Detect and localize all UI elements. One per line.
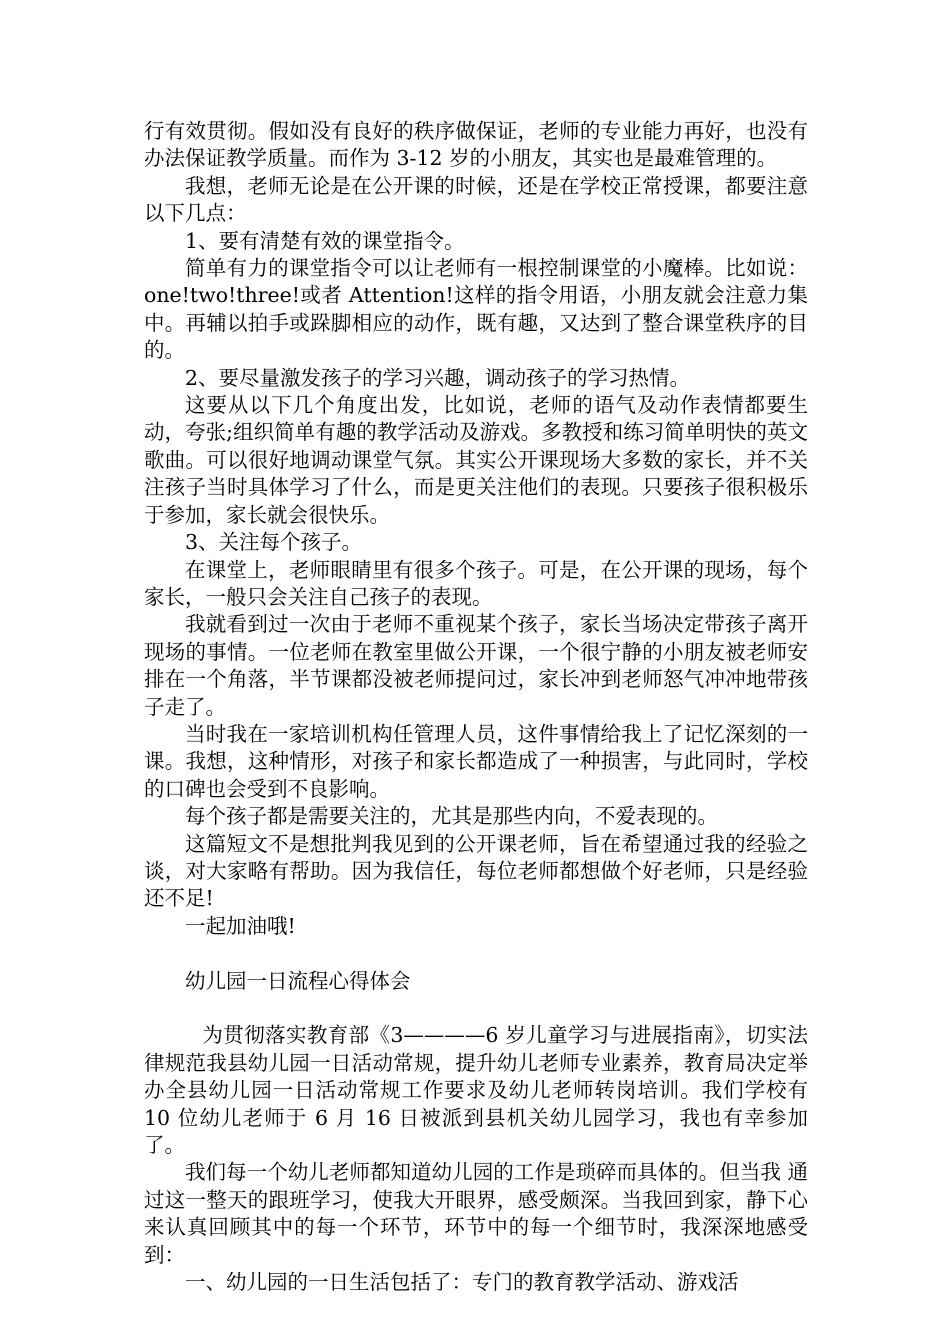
paragraph: 当时我在一家培训机构任管理人员，这件事情给我上了记忆深刻的一课。我想，这种情形，对孩子和家长都造成了一种损害，与此同时，学校的口碑也会受到不良影响。 — [144, 721, 808, 801]
paragraph: 我们每一个幼儿老师都知道幼儿园的工作是琐碎而具体的。但当我 通过这一整天的跟班学习，使我大开眼界，感受颇深。当我回到家，静下心来认真回顾其中的每一个环节，环节中的每一个细节时，我深深地感受到： — [144, 1160, 808, 1267]
paragraph: 每个孩子都是需要关注的，尤其是那些内向，不爱表现的。 — [185, 804, 718, 829]
paragraph: 在课堂上，老师眼睛里有很多个孩子。可是，在公开课的现场，每个家长，一般只会关注自己孩子的表现。 — [144, 557, 808, 609]
list-heading: 2、要尽量激发孩子的学习兴趣，调动孩子的学习热情。 — [185, 365, 691, 390]
paragraph: 我想，老师无论是在公开课的时候，还是在学校正常授课，都要注意以下几点： — [144, 173, 808, 226]
paragraph: 行有效贯彻。假如没有良好的秩序做保证，老师的专业能力再好，也没有办法保证教学质量。而作为 3-12 岁的小朋友，其实也是最难管理的。 — [144, 119, 808, 171]
paragraph: 一、幼儿园的一日生活包括了：专门的教育教学活动、游戏活 — [185, 1270, 739, 1295]
blank-line — [144, 940, 808, 967]
paragraph: 为贯彻落实教育部《3————6 岁儿童学习与进展指南》，切实法律规范我县幼儿园一日活动常规，提升幼儿老师专业素养，教育局决定举办全县幼儿园一日活动常规工作要求及幼儿老师转岗培训。我们学校有 10 位幼儿老师于 6 月 16 日被派到县机关幼儿园学习，我也有幸参加了。 — [144, 1023, 808, 1157]
paragraph: 这篇短文不是想批判我见到的公开课老师，旨在希望通过我的经验之谈，对大家略有帮助。因为我信任，每位老师都想做个好老师，只是经验还不足! — [144, 831, 808, 911]
document-page — [144, 118, 808, 1296]
paragraph: 简单有力的课堂指令可以让老师有一根控制课堂的小魔棒。比如说：one!two!three!或者 Attention!这样的指令用语，小朋友就会注意力集中。再辅以拍手或跺脚相应的动作，既有趣，又达到了整合课堂秩序的目的。 — [144, 256, 808, 363]
paragraph: 这要从以下几个角度出发，比如说，老师的语气及动作表情都要生动，夸张;组织简单有趣的教学活动及游戏。多教授和练习简单明快的英文歌曲。可以很好地调动课堂气氛。其实公开课现场大多数的家长，并不关注孩子当时具体学习了什么，而是更关注他们的表现。只要孩子很积极乐于参加，家长就会很快乐。 — [144, 393, 808, 527]
list-heading: 1、要有清楚有效的课堂指令。 — [185, 228, 465, 253]
list-heading: 3、关注每个孩子。 — [185, 530, 363, 555]
paragraph: 一起加油哦! — [185, 913, 296, 938]
paragraph: 我就看到过一次由于老师不重视某个孩子，家长当场决定带孩子离开现场的事情。一位老师在教室里做公开课，一个很宁静的小朋友被老师安排在一个角落，半节课都没被老师提问过，家长冲到老师怒气冲冲地带孩子走了。 — [144, 612, 808, 719]
blank-line — [144, 995, 808, 1022]
section-title: 幼儿园一日流程心得体会 — [185, 968, 411, 993]
